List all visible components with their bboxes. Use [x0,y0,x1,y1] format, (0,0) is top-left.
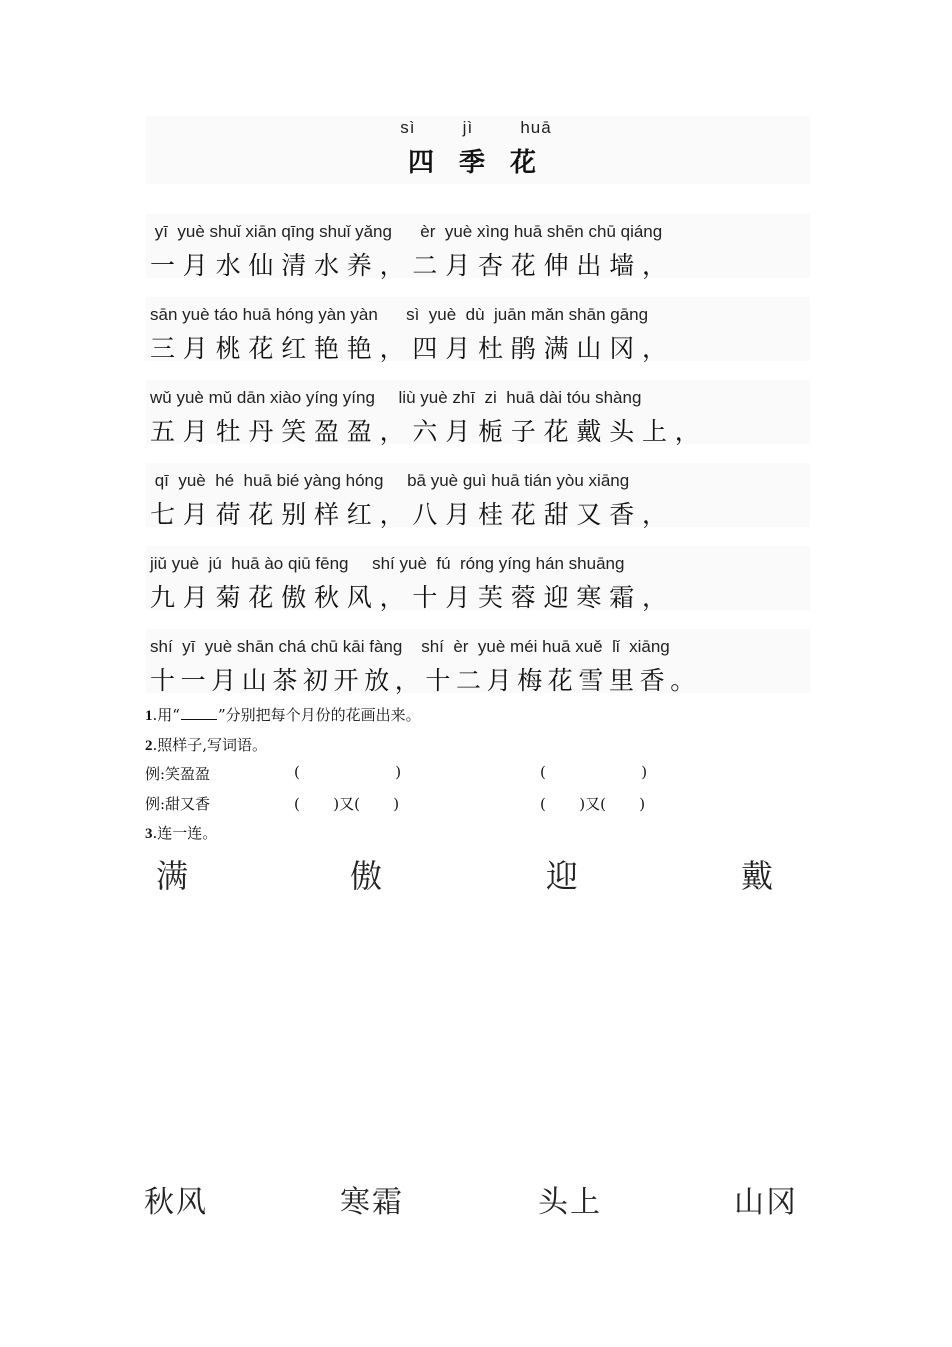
question-2 [145,734,267,755]
poem-line [150,305,830,365]
match-top-item[interactable]: 迎 [546,857,579,895]
example-label: 例:笑盈盈 [145,765,211,783]
poem-hanzi: 三月桃花红艳艳，四月杜鹃满山冈， [150,334,675,363]
poem-hanzi: 一月水仙清水养，二月杏花伸出墙， [150,251,675,280]
question-3 [145,822,217,843]
poem-pinyin: yī yuè shuǐ xiān qīng shuǐ yǎng èr yuè xìng huā shēn chū qiáng [150,222,663,241]
question-number: 1 [145,708,153,724]
poem-hanzi: 七月荷花别样红，八月桂花甜又香， [150,500,675,529]
poem-pinyin: shí yī yuè shān chá chū kāi fàng shí èr yuè méi huā xuě lǐ xiāng [150,637,670,656]
match-bottom-item[interactable]: 秋风 [144,1185,208,1220]
poem-line [150,471,830,531]
match-bottom-item[interactable]: 山冈 [734,1185,798,1220]
poem-pinyin: wǔ yuè mǔ dān xiào yíng yíng liù yuè zhī zi huā dài tóu shàng [150,388,642,407]
poem-line [150,388,830,448]
example-label: 例:甜又香 [145,795,211,813]
title-pinyin: sì jì huā [400,118,552,137]
poem-pinyin: qī yuè hé huā bié yàng hóng bā yuè guì huā tián yòu xiāng [150,471,630,490]
question-text: .照样子,写词语。 [152,736,268,754]
poem-hanzi: 十一月山茶初开放，十二月梅花雪里香。 [150,666,701,695]
poem-line [150,222,830,282]
match-top-item[interactable]: 傲 [350,857,383,895]
answer-blank[interactable]: ( )又( ) [540,795,646,813]
poem-pinyin: sān yuè táo huā hóng yàn yàn sì yuè dù juān mǎn shān gāng [150,305,649,324]
poem-pinyin: jiǔ yuè jú huā ào qiū fēng shí yuè fú róng yíng hán shuāng [150,554,625,573]
question-number: 3 [145,826,153,842]
match-top-item[interactable]: 戴 [741,857,774,895]
question-text: .连一连。 [152,824,218,842]
answer-blank[interactable]: ( ) [540,763,648,781]
answer-blank[interactable]: ( )又( ) [294,795,400,813]
page-title: 四 季 花 [407,148,545,178]
match-bottom-item[interactable]: 头上 [538,1185,602,1220]
underline-blank [181,707,217,720]
poem-hanzi: 五月牡丹笑盈盈，六月栀子花戴头上， [150,417,708,446]
question-text: ”分别把每个月份的花画出来。 [217,706,421,724]
question-1 [145,704,421,725]
answer-blank[interactable]: ( ) [294,763,402,781]
poem-line [150,637,830,697]
question-text: .用“ [152,706,180,724]
poem-line [150,554,830,614]
match-top-item[interactable]: 满 [156,857,189,895]
question-number: 2 [145,738,153,754]
poem-hanzi: 九月菊花傲秋风，十月芙蓉迎寒霜， [150,583,675,612]
title-block [0,118,952,179]
match-bottom-item[interactable]: 寒霜 [340,1185,404,1220]
